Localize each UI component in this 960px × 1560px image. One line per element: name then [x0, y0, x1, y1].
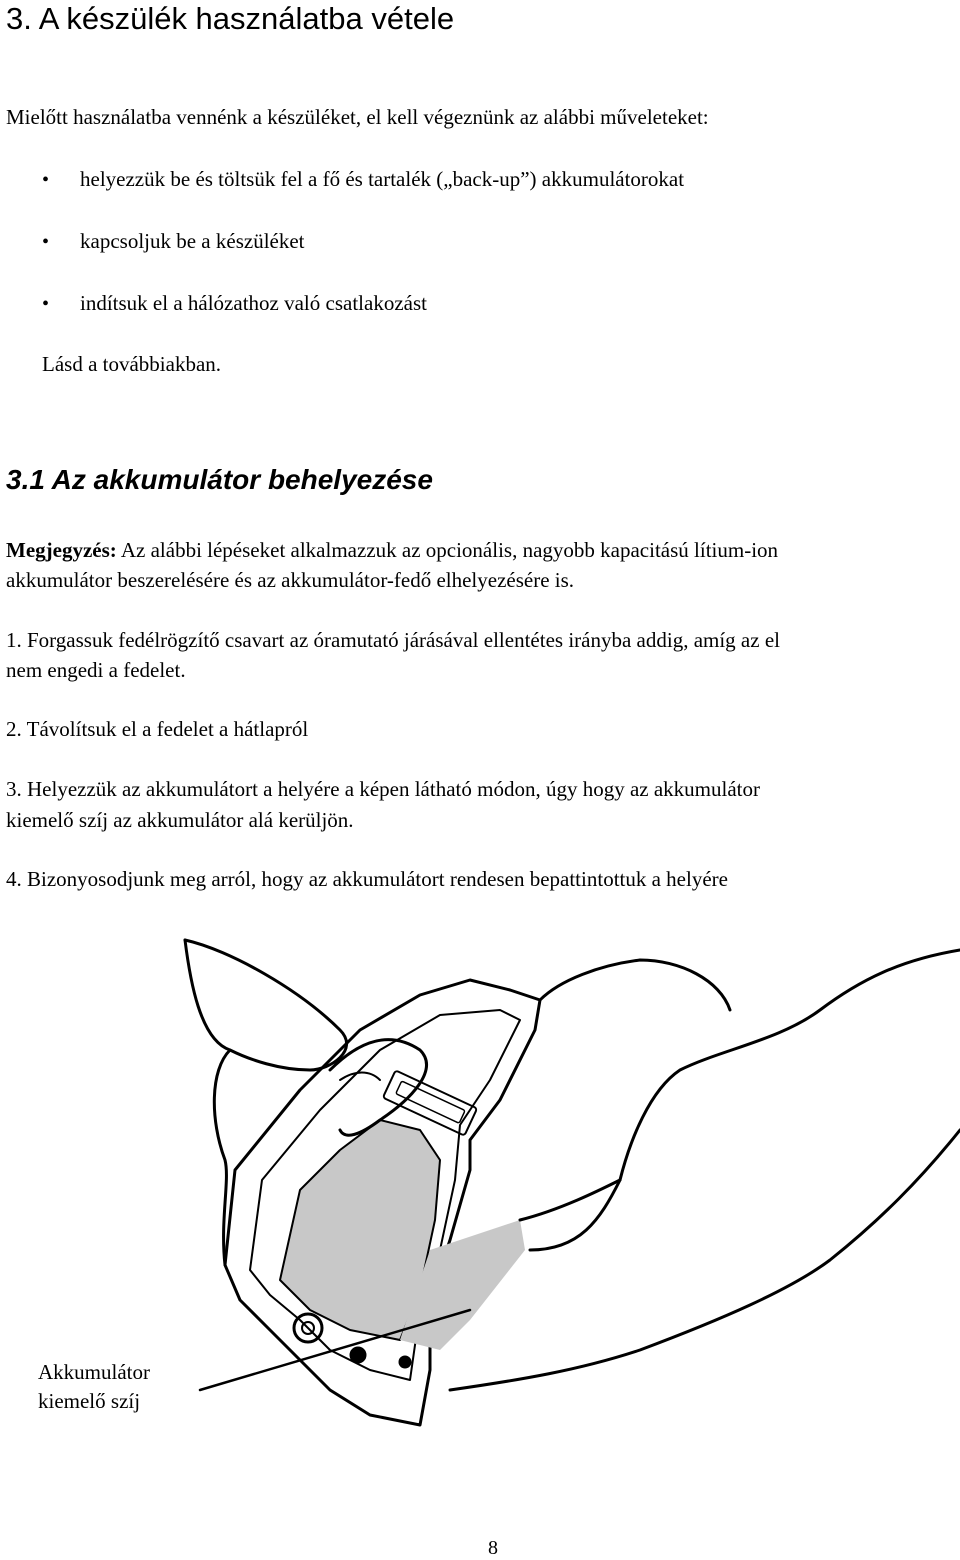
section-title: 3.1 Az akkumulátor behelyezése	[6, 464, 433, 495]
step-1: 1. Forgassuk fedélrögzítő csavart az óramutató járásával ellentétes irányba addig, amíg az el	[6, 628, 780, 652]
right-hand-finger	[540, 960, 730, 1010]
bullet-text: indítsuk el a hálózathoz való csatlakozást	[80, 291, 427, 315]
bullet-text: kapcsoljuk be a készüléket	[80, 229, 305, 253]
note-paragraph	[6, 536, 778, 564]
step-3-continued: kiemelő szíj az akkumulátor alá kerüljön.	[6, 808, 354, 832]
page-heading: 3. A készülék használatba vétele	[6, 1, 455, 36]
step-3: 3. Helyezzük az akkumulátort a helyére a képen látható módon, úgy hogy az akkumulátor	[6, 777, 760, 801]
note-text: Az alábbi lépéseket alkalmazzuk az opcionális, nagyobb kapacitású lítium-ion	[116, 538, 779, 562]
intro-paragraph: Mielőtt használatba vennénk a készüléket, el kell végeznünk az alábbi műveleteket:	[6, 105, 709, 129]
step-1-continued: nem engedi a fedelet.	[6, 658, 186, 682]
page-number: 8	[488, 1537, 498, 1559]
step-4: 4. Bizonyosodjunk meg arról, hogy az akkumulátort rendesen bepattintottuk a helyére	[6, 867, 728, 891]
right-hand	[530, 950, 960, 1250]
bullet-text: helyezzük be és töltsük fel a fő és tartalék („back-up”) akkumulátorokat	[80, 167, 685, 191]
see-more-text: Lásd a továbbiakban.	[42, 352, 222, 376]
left-hand-finger	[185, 940, 230, 1050]
bullet-icon: •	[42, 293, 50, 315]
bullet-icon: •	[42, 231, 50, 253]
figure-callout	[38, 1358, 150, 1416]
right-hand-finger-2	[520, 1180, 620, 1220]
callout-line-2: kiemelő szíj	[38, 1389, 141, 1413]
note-label: Megjegyzés:	[6, 538, 117, 562]
small-port	[350, 1347, 366, 1363]
bullet-icon: •	[42, 169, 50, 191]
step-2: 2. Távolítsuk el a fedelet a hátlapról	[6, 717, 309, 741]
bullet-item	[42, 289, 427, 318]
right-hand-lower	[450, 1130, 960, 1390]
callout-line-1: Akkumulátor	[38, 1360, 150, 1384]
note-paragraph-line2: akkumulátor beszerelésére és az akkumulátor-fedő elhelyezésére is.	[6, 568, 575, 592]
bullet-item	[42, 165, 684, 194]
bullet-item	[42, 227, 305, 256]
left-thumb-nail	[340, 1073, 380, 1081]
small-port-2	[399, 1356, 411, 1368]
